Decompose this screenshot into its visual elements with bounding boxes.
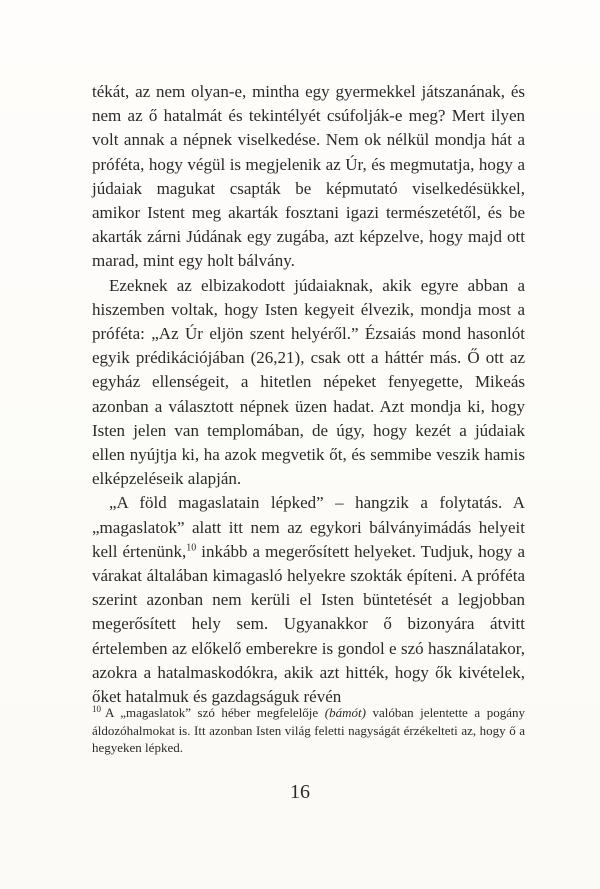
paragraph-3-text-start: „A föld magaslatain lépked” – hangzik a folytatás. A „magaslatok” alatt itt nem az egykori bálványimádás helyeit kell értenünk,	[92, 493, 525, 561]
page-number: 16	[290, 781, 310, 803]
main-text	[92, 80, 525, 709]
footnote-text-end: valóban jelentette a pogány áldozóhalmokat is. Itt azonban Isten világ feletti nagyságát érzékelteti az, hogy ő a hegyeken lépked.	[92, 705, 525, 756]
paragraph-3-text-end: inkább a megerősített helyeket. Tudjuk, hogy a várakat általában kimagasló helyekre szokták építeni. A próféta szerint azonban nem kerüli el Isten büntetését a legjobban megerősített hely sem. Ugyanakkor ő bizonyára átvitt értelemben az előkelő emberekre is gondol e szó használatakor, azokra a hatalmaskodókra, akik azt hitték, hogy ők kivételek, őket hatalmuk és gazdagságuk révén	[92, 541, 525, 707]
paragraph-1: tékát, az nem olyan-e, mintha egy gyermekkel játszanának, és nem az ő hatalmát és tekintélyét csúfolják-e meg? Mert ilyen volt annak a népnek viselkedése. Nem ok nélkül mondja hát a próféta, hogy végül is megjelenik az Úr, és megmutatja, hogy a júdaiak magukat csapták be képmutató viselkedésükkel, amikor Istent meg akarták fosztani igazi természetétől, és be akarták zárni Júdának egy zugába, azt képzelve, hogy majd ott marad, mint egy holt bálvány.	[92, 82, 525, 271]
footnote	[92, 704, 525, 757]
footnote-reference[interactable]: 10	[186, 542, 197, 554]
footnote-text-start: A „magaslatok” szó héber megfelelője	[105, 705, 325, 720]
paragraph-3	[92, 491, 525, 709]
footnote-number: 10	[92, 703, 101, 714]
paragraph-2: Ezeknek az elbizakodott júdaiaknak, akik egyre abban a hiszemben voltak, hogy Isten kegyeit élvezik, mondja most a próféta: „Az Úr eljön szent helyéről.” Ézsaiás mond hasonlót egyik prédikációjában (26,21), csak ott a háttér más. Ő ott az egyház ellenségeit, a hitetlen népeket fenyegette, Mikeás azonban a választott népnek üzen hadat. Azt mondja ki, hogy Isten jelen van templomában, de úgy, hogy kezét a júdaiak ellen nyújtja ki, ha azok megvetik őt, és semmibe veszik hamis elképzeléseik alapján.	[92, 275, 525, 489]
footnote-italic-term: (bámót)	[324, 705, 366, 720]
